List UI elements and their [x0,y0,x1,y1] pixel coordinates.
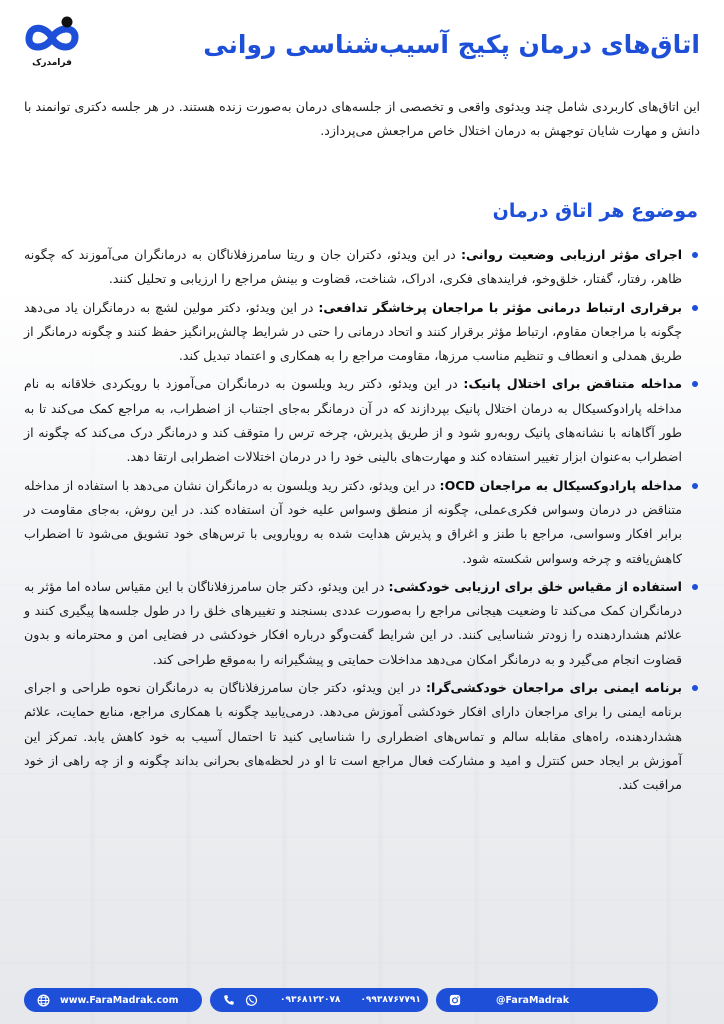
phone-pill [210,988,428,1012]
item-title: برنامه ایمنی برای مراجعان خودکشی‌گرا: [426,680,682,696]
item-description: در این ویدئو، دکتر جان سامرزفلاناگان با این مقیاس ساده اما مؤثر به درمانگران کمک می‌کند تا وضعیت هیجانی مراجع را به‌صورت عددی بسنجند و تغییرهای خلق را در طول جلسه‌ها پیگیری کنند و علائم هشداردهنده را زودتر شناسایی کنند. در این شرایط گفت‌وگو درباره افکار خودکشی در فضایی امن و محترمانه و بدون قضاوت انجام می‌گیرد و به درمانگر امکان می‌دهد مداخلات حمایتی و پیشگیرانه را به‌موقع طراحی کند. [24,578,682,667]
bullet-icon [692,252,698,258]
phone-icon[interactable] [222,993,236,1007]
item-title: اجرای مؤثر ارزیابی وضعیت روانی: [461,247,683,262]
item-title: مداخله پارادوکسیکال به مراجعان OCD: [439,477,682,493]
item-title: مداخله متناقض برای اختلال پانیک: [463,376,682,392]
website-url: www.FaraMadrak.com [60,994,179,1006]
instagram-handle: @FaraMadrak [496,994,570,1006]
phone-number[interactable]: ۰۹۳۶۸۱۲۲۰۷۸ [280,995,341,1005]
contact-footer [24,988,700,1012]
instagram-icon [448,993,462,1007]
list-item [24,474,700,571]
list-item [24,372,700,469]
faramadrak-logo-icon [20,14,84,58]
instagram-link[interactable] [436,988,658,1012]
phone-number[interactable]: ۰۹۹۳۸۷۶۷۷۹۱ [360,995,421,1005]
item-description: در این ویدئو، دکتر مولین لشچ به درمانگران یاد می‌دهد چگونه با مراجعان مقاوم، ارتباط مؤثر برقرار کنند و اتحاد درمانی را حتی در شرایط چالش‌برانگیز حفظ کنند و چگونه درمانگر از طریق همدلی و انعطاف و تنظیم مناسب مرزها، مقاومت مراجع را به همکاری و اعتماد تبدیل کند. [24,299,682,364]
logo-text: فرامدرک [32,58,72,68]
whatsapp-icon[interactable] [244,993,258,1007]
therapy-room-list [24,243,700,802]
page-title: اتاق‌های درمان پکیج آسیب‌شناسی روانی [203,30,700,59]
item-description: در این ویدئو، دکتر رید ویلسون به درمانگران می‌آموزد با رویکردی خلاقانه به نام مداخله پارادوکسیکال به درمان اختلال پانیک بپردازند که در آن درمانگر به‌جای اجتناب از اضطراب، به مراجع کمک می‌کند تا به طور آگاهانه با نشانه‌های پانیک روبه‌رو شود و از طریق پذیرش، چرخه ترس را متوقف کند و درمانگر درک می‌کند که چگونه از اضطراب به‌عنوان ابزار تغییر استفاده کند و مهارت‌های بالینی خود را در درمان اختلالات اضطرابی ارتقا دهد. [24,376,682,465]
bullet-icon [692,584,698,590]
globe-icon [36,993,50,1007]
list-item [24,243,700,292]
website-link[interactable] [24,988,202,1012]
bullet-icon [692,381,698,387]
brand-logo[interactable] [20,14,84,72]
section-heading: موضوع هر اتاق درمان [492,200,698,222]
list-item [24,676,700,797]
page-header [0,0,724,80]
bullet-icon [692,483,698,489]
item-title: برقراری ارتباط درمانی مؤثر با مراجعان پرخاشگر تدافعی: [318,299,682,315]
item-description: در این ویدئو، دکتر جان سامرزفلاناگان به درمانگران نحوه طراحی و اجرای برنامه ایمنی را برای مراجعان دارای افکار خودکشی آموزش می‌دهد. درمی‌یابید چگونه با همکاری مراجع، منابع حمایت، علائم هشداردهنده، راه‌های مقابله سالم و تماس‌های اضطراری را شناسایی کنید تا احتمال آسیب به خود کاهش یابد. تمرکز این آموزش بر ایجاد حس کنترل و امید و مشارکت فعال مراجع است تا او در لحظه‌های بحرانی بداند چگونه و از چه راهی از خود مراقبت کند. [24,680,682,793]
list-item [24,575,700,672]
intro-paragraph: این اتاق‌های کاربردی شامل چند ویدئوی واقعی و تخصصی از جلسه‌های درمان به‌صورت زنده هستند. در هر جلسه دکتری توانمند با دانش و مهارت شایان توجهش به درمان اختلال خاص مراجعش می‌پردازد. [24,99,700,138]
item-title: استفاده از مقیاس خلق برای ارزیابی خودکشی: [388,578,682,594]
item-description: در این ویدئو، دکتران جان و ریتا سامرزفلاناگان به درمانگران می‌آموزند که چگونه ظاهر، رفتار، گفتار، خلق‌وخو، فرایندهای فکری، ادراک، شناخت، قضاوت و بینش مراجع را ارزیابی و تحلیل کنند. [24,247,682,287]
bullet-icon [692,305,698,311]
bullet-icon [692,685,698,691]
item-description: در این ویدئو، دکتر رید ویلسون به درمانگران نشان می‌دهد با استفاده از مداخله متناقض در درمان وسواس فکری‌عملی، چگونه از منطق وسواس علیه خود آن استفاده کند. در این روش، به‌جای مقاومت در برابر افکار وسواسی، مراجع با طنز و اغراق و پذیرش هدایت شده به رویارویی با ترس‌های خود تشویق می‌شود تا اضطراب کاهش‌یافته و چرخه وسواس شکسته شود. [24,477,682,566]
list-item [24,296,700,369]
